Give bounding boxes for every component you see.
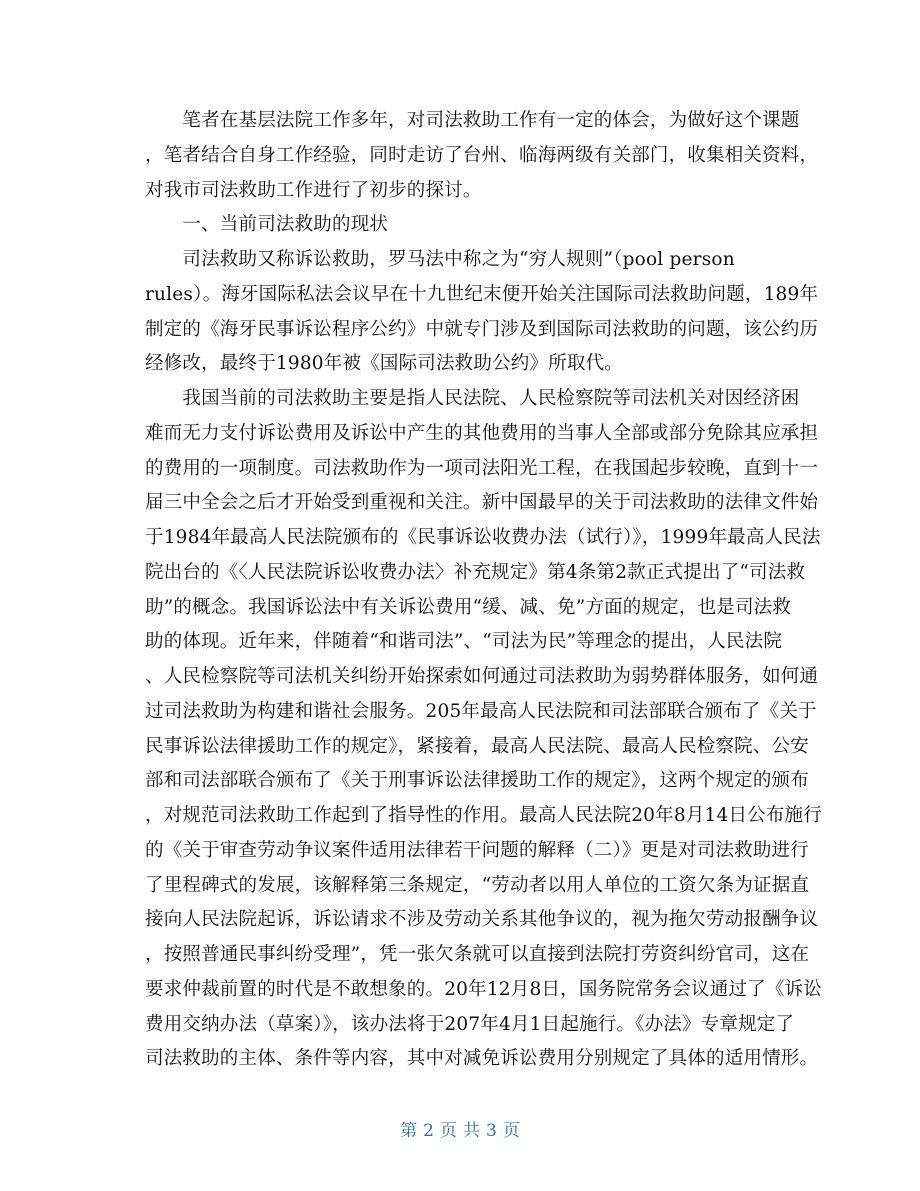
text-line: 届三中全会之后才开始受到重视和关注。新中国最早的关于司法救助的法律文件始 — [145, 492, 819, 514]
text-line: 、人民检察院等司法机关纠纷开始探索如何通过司法救助为弱势群体服务，如何通 — [145, 666, 819, 687]
footer-page-suffix: 页 — [502, 1121, 520, 1141]
text-line: 司法救助的主体、条件等内容，其中对减免诉讼费用分别规定了具体的适用情形。 — [145, 1048, 819, 1070]
text-line: 对我市司法救助工作进行了初步的探讨。 — [145, 179, 482, 201]
text-line: 我国当前的司法救助主要是指人民法院、人民检察院等司法机关对因经济困 — [145, 388, 800, 409]
text-line: 过司法救助为构建和谐社会服务。205年最高人民法院和司法部联合颁布了《关于 — [145, 700, 817, 722]
text-line: 院出台的《〈人民法院诉讼收费办法〉补充规定》第4条第2款正式提出了“司法救 — [145, 561, 806, 583]
text-line: 笔者在基层法院工作多年，对司法救助工作有一定的体会，为做好这个课题 — [145, 110, 800, 131]
text-line: 于1984年最高人民法院颁布的《民事诉讼收费办法（试行）》，1999年最高人民法 — [145, 527, 821, 548]
text-line: 助”的概念。我国诉讼法中有关诉讼费用“缓、减、免”方面的规定，也是司法救 — [145, 596, 792, 618]
text-line: 民事诉讼法律援助工作的规定》，紧接着，最高人民法院、最高人民检察院、公安 — [145, 735, 809, 757]
text-line: 司法救助又称诉讼救助，罗马法中称之为“穷人规则”（pool person — [145, 249, 735, 270]
text-line: 接向人民法院起诉，诉讼请求不涉及劳动关系其他争议的，视为拖欠劳动报酬争议 — [145, 909, 819, 931]
text-line: 了里程碑式的发展，该解释第三条规定，“劳动者以用人单位的工资欠条为证据直 — [145, 874, 810, 896]
text-line: 的费用的一项制度。司法救助作为一项司法阳光工程，在我国起步较晚，直到十一 — [145, 457, 819, 479]
text-line: 费用交纳办法（草案）》，该办法将于207年4月1日起施行。《办法》专章规定了 — [145, 1013, 795, 1035]
text-line: 的《关于审查劳动争议案件适用法律若干问题的解释（二）》更是对司法救助进行 — [145, 839, 809, 861]
text-line: 要求仲裁前置的时代是不敢想象的。20年12月8日，国务院常务会议通过了《诉讼 — [145, 978, 822, 1000]
text-line: ，笔者结合自身工作经验，同时走访了台州、临海两级有关部门，收集相关资料， — [145, 144, 819, 166]
text-line: rules）。海牙国际私法会议早在十九世纪末便开始关注国际司法救助问题，189年 — [145, 283, 819, 305]
text-line: 难而无力支付诉讼费用及诉讼中产生的其他费用的当事人全部或部分免除其应承担 — [145, 422, 819, 444]
text-line: 经修改，最终于1980年被《国际司法救助公约》所取代。 — [145, 353, 623, 375]
text-line: 助的体现。近年来，伴随着“和谐司法”、“司法为民”等理念的提出，人民法院 — [145, 631, 783, 653]
page-footer — [0, 1116, 920, 1141]
footer-total-word: 共 — [463, 1121, 480, 1141]
text-line: 一、当前司法救助的现状 — [145, 214, 389, 236]
text-line: 部和司法部联合颁布了《关于刑事诉讼法律援助工作的规定》，这两个规定的颁布 — [145, 770, 809, 792]
footer-total-pages: 3 — [486, 1121, 497, 1141]
text-line: 制定的《海牙民事诉讼程序公约》中就专门涉及到国际司法救助的问题，该公约历 — [145, 318, 819, 340]
text-line: ，对规范司法救助工作起到了指导性的作用。最高人民法院20年8月14日公布施行 — [145, 805, 822, 826]
footer-page-number: 2 — [423, 1121, 434, 1141]
text-line: ，按照普通民事纠纷受理”，凭一张欠条就可以直接到法院打劳资纠纷官司，这在 — [145, 944, 810, 965]
footer-page-word: 页 — [440, 1121, 457, 1141]
footer-prefix: 第 — [400, 1121, 418, 1141]
